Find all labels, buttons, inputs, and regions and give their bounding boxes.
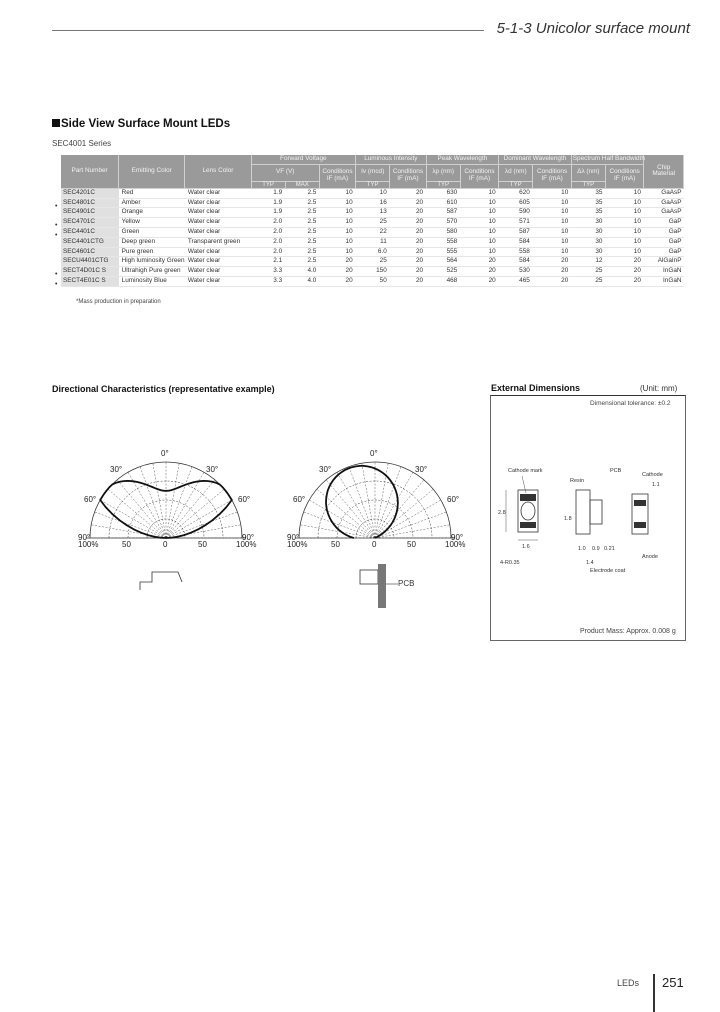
cell-ld-if: 10 — [533, 208, 571, 218]
angle-label: 90° — [242, 533, 255, 542]
cell-color: Deep green — [119, 237, 185, 247]
cell-pn: SEC4401CTG — [61, 237, 119, 247]
table-row — [61, 276, 684, 286]
cell-vf-max: 2.5 — [285, 208, 319, 218]
dimensions-title: External Dimensions — [491, 383, 581, 393]
cell-ld: 620 — [499, 188, 533, 198]
cell-vf-max: 2.5 — [285, 227, 319, 237]
table-row — [61, 188, 684, 198]
cell-vf-typ: 1.9 — [251, 198, 285, 208]
cell-ld-if: 20 — [533, 257, 571, 267]
cell-lens: Water clear — [185, 267, 251, 277]
th-emitting-color: Emitting Color — [119, 155, 185, 188]
cell-iv-if: 20 — [390, 267, 426, 277]
angle-label: 60° — [238, 495, 251, 504]
section-title-text: Side View Surface Mount LEDs — [61, 118, 231, 130]
cell-vf-max: 2.5 — [285, 218, 319, 228]
scale-label: 100% — [236, 540, 257, 549]
angle-label: 90° — [451, 533, 464, 542]
cell-lp-if: 20 — [460, 276, 498, 286]
cell-vf-if: 20 — [319, 257, 355, 267]
cell-pn: SEC4601C — [61, 247, 119, 257]
th-dl-cond: Conditions IF (mA) — [605, 164, 643, 188]
cell-lens: Water clear — [185, 198, 251, 208]
cell-dl-if: 10 — [605, 247, 643, 257]
table-footnote: *Mass production in preparation — [76, 299, 161, 305]
cell-mat: GaAsP — [644, 188, 684, 198]
cell-lens: Transparent green — [185, 237, 251, 247]
th-vf: VF (V) — [251, 164, 319, 181]
cell-dl-if: 10 — [605, 227, 643, 237]
label-pcb: PCB — [610, 468, 622, 474]
dim-label-side-d: 1.4 — [586, 560, 594, 566]
th-ld: λd (nm) — [499, 164, 533, 181]
cell-iv-if: 20 — [390, 198, 426, 208]
dim-label-side-b: 1.0 — [578, 546, 586, 552]
product-mass: Product Mass: Approx. 0.008 g — [580, 628, 676, 635]
angle-label: 0° — [161, 449, 169, 458]
row-mark: • — [55, 202, 58, 210]
cell-ld: 605 — [499, 198, 533, 208]
th-ld-cond: Conditions IF (mA) — [533, 164, 571, 188]
cell-dl: 12 — [571, 257, 605, 267]
cell-ld-if: 20 — [533, 276, 571, 286]
led-rear-cathode — [634, 500, 646, 506]
cell-color: Green — [119, 227, 185, 237]
cell-vf-typ: 2.1 — [251, 257, 285, 267]
led-rear-anode — [634, 522, 646, 528]
page-header-title: 5-1-3 Unicolor surface mount — [496, 20, 690, 37]
polar-grid-spoke — [304, 512, 375, 538]
cell-mat: InGaN — [644, 267, 684, 277]
polar-grid-spoke — [166, 463, 179, 538]
scale-label: 50 — [198, 540, 207, 549]
cell-lp: 558 — [426, 237, 460, 247]
cell-pn: SEC4901C — [61, 208, 119, 218]
th-iv: Iv (mcd) — [356, 164, 390, 181]
cell-dl: 35 — [571, 198, 605, 208]
scale-label: 100% — [78, 540, 99, 549]
cell-color: High luminosity Green — [119, 257, 185, 267]
led-lens-outline — [521, 502, 535, 520]
cell-vf-if: 10 — [319, 198, 355, 208]
scale-label: 0 — [372, 540, 377, 549]
angle-label: 60° — [447, 495, 460, 504]
angle-label: 0° — [370, 449, 378, 458]
cell-color: Pure green — [119, 247, 185, 257]
label-electrode-coat: Electrode coat — [590, 568, 626, 574]
dim-label-side-c: 0.9 — [592, 546, 600, 552]
cell-iv-if: 20 — [390, 257, 426, 267]
cell-ld: 584 — [499, 237, 533, 247]
cell-vf-typ: 2.0 — [251, 227, 285, 237]
cell-ld: 587 — [499, 227, 533, 237]
cell-vf-max: 2.5 — [285, 257, 319, 267]
cell-dl-if: 20 — [605, 267, 643, 277]
dim-label-rear: 1.1 — [652, 482, 660, 488]
led-side-outline — [576, 490, 590, 534]
scale-label: 100% — [445, 540, 466, 549]
cell-lp-if: 20 — [460, 267, 498, 277]
cell-iv: 50 — [356, 276, 390, 286]
th-chip-material: Chip Material — [644, 155, 684, 188]
table-row — [61, 208, 684, 218]
dim-label-height: 2.8 — [498, 510, 506, 516]
polar-grid-spoke — [300, 525, 375, 538]
cell-color: Orange — [119, 208, 185, 218]
cell-vf-typ: 1.9 — [251, 188, 285, 198]
th-spectrum: Spectrum Half Bandwidth — [571, 155, 644, 164]
table-row — [61, 237, 684, 247]
cell-vf-max: 2.5 — [285, 198, 319, 208]
th-typ-dl: TYP — [571, 181, 605, 188]
angle-label: 30° — [415, 465, 428, 474]
cell-vf-typ: 2.0 — [251, 247, 285, 257]
angle-label: 90° — [78, 533, 91, 542]
cell-lens: Water clear — [185, 227, 251, 237]
cell-vf-typ: 2.0 — [251, 237, 285, 247]
polar-grid-spoke — [95, 512, 166, 538]
scale-label: 50 — [122, 540, 131, 549]
cell-vf-typ: 3.3 — [251, 267, 285, 277]
led-cathode-mark — [520, 494, 536, 501]
cell-iv: 16 — [356, 198, 390, 208]
cell-vf-max: 4.0 — [285, 267, 319, 277]
cell-dl: 35 — [571, 208, 605, 218]
cell-dl: 25 — [571, 276, 605, 286]
cell-lp: 555 — [426, 247, 460, 257]
cell-ld-if: 10 — [533, 227, 571, 237]
cell-lp: 570 — [426, 218, 460, 228]
scale-label: 50 — [407, 540, 416, 549]
angle-label: 60° — [293, 495, 306, 504]
cell-pn: SEC4801C — [61, 198, 119, 208]
angle-label: 30° — [319, 465, 332, 474]
th-forward-voltage: Forward Voltage — [251, 155, 356, 164]
angle-label: 90° — [287, 533, 300, 542]
th-lp-cond: Conditions IF (mA) — [460, 164, 498, 188]
cell-lp: 580 — [426, 227, 460, 237]
cell-ld: 584 — [499, 257, 533, 267]
cell-ld: 558 — [499, 247, 533, 257]
cell-iv: 25 — [356, 257, 390, 267]
cell-dl-if: 20 — [605, 257, 643, 267]
cell-vf-if: 10 — [319, 227, 355, 237]
cell-ld: 530 — [499, 267, 533, 277]
dimension-drawing — [492, 460, 684, 585]
row-mark: • — [55, 222, 58, 230]
footer-divider — [653, 974, 655, 1012]
angle-label: 60° — [84, 495, 97, 504]
th-lens-color: Lens Color — [185, 155, 251, 188]
series-label: SEC4001 Series — [52, 139, 112, 148]
cell-dl: 30 — [571, 247, 605, 257]
cell-dl: 30 — [571, 218, 605, 228]
cell-pn: SEC4701C — [61, 218, 119, 228]
polar-grid-spoke — [375, 463, 388, 538]
dim-label-side-a: 1.8 — [564, 516, 572, 522]
cell-dl-if: 20 — [605, 276, 643, 286]
square-bullet-icon — [52, 119, 60, 127]
pcb-label: PCB — [398, 579, 415, 588]
th-typ-ld: TYP — [499, 181, 533, 188]
cell-iv: 11 — [356, 237, 390, 247]
cell-pn: SECT4D01C S — [61, 267, 119, 277]
cell-vf-if: 20 — [319, 267, 355, 277]
label-cathode: Cathode — [642, 472, 663, 478]
cell-dl-if: 10 — [605, 208, 643, 218]
cell-dl-if: 10 — [605, 218, 643, 228]
cell-lp: 587 — [426, 208, 460, 218]
th-vf-cond: Conditions IF (mA) — [319, 164, 355, 188]
cell-vf-if: 10 — [319, 247, 355, 257]
dim-label-radius: 4-R0.35 — [500, 560, 520, 566]
cell-ld-if: 10 — [533, 188, 571, 198]
mounting-icon-left — [138, 566, 188, 597]
cell-color: Luminosity Blue — [119, 276, 185, 286]
cell-ld: 590 — [499, 208, 533, 218]
cell-vf-typ: 2.0 — [251, 218, 285, 228]
dim-label-side-e: 0.21 — [604, 546, 615, 552]
cell-iv: 150 — [356, 267, 390, 277]
cell-pn: SEC4401C — [61, 227, 119, 237]
cell-mat: AlGaInP — [644, 257, 684, 267]
cell-mat: InGaN — [644, 276, 684, 286]
cell-iv: 6.0 — [356, 247, 390, 257]
dimensions-tolerance: Dimensional tolerance: ±0.2 — [590, 400, 671, 407]
row-mark: • — [55, 271, 58, 279]
cell-vf-if: 10 — [319, 218, 355, 228]
table-row — [61, 257, 684, 267]
angle-label: 30° — [110, 465, 123, 474]
cell-lp-if: 10 — [460, 208, 498, 218]
cell-lp-if: 10 — [460, 227, 498, 237]
spec-table — [61, 155, 684, 287]
cell-iv-if: 20 — [390, 247, 426, 257]
th-dominant-wavelength: Dominant Wavelength — [499, 155, 572, 164]
th-iv-cond: Conditions IF (mA) — [390, 164, 426, 188]
th-typ-iv: TYP — [356, 181, 390, 188]
cell-lens: Water clear — [185, 276, 251, 286]
header-rule — [52, 30, 484, 31]
cell-lens: Water clear — [185, 218, 251, 228]
cell-color: Amber — [119, 198, 185, 208]
cell-color: Yellow — [119, 218, 185, 228]
cell-iv-if: 20 — [390, 188, 426, 198]
th-lp: λp (nm) — [426, 164, 460, 181]
cell-lp-if: 10 — [460, 198, 498, 208]
cell-lens: Water clear — [185, 257, 251, 267]
cell-iv: 22 — [356, 227, 390, 237]
cell-mat: GaP — [644, 227, 684, 237]
cell-lp: 610 — [426, 198, 460, 208]
cell-ld-if: 20 — [533, 267, 571, 277]
cell-ld-if: 10 — [533, 198, 571, 208]
page-number: 251 — [662, 975, 684, 990]
table-row — [61, 218, 684, 228]
table-row — [61, 198, 684, 208]
cell-pn: SEC4201C — [61, 188, 119, 198]
cell-mat: GaP — [644, 218, 684, 228]
cell-lp-if: 20 — [460, 257, 498, 267]
cell-iv-if: 20 — [390, 237, 426, 247]
table-row — [61, 267, 684, 277]
cell-lens: Water clear — [185, 247, 251, 257]
cell-dl: 30 — [571, 227, 605, 237]
scale-label: 0 — [163, 540, 168, 549]
angle-label: 30° — [206, 465, 219, 474]
scale-label: 100% — [287, 540, 308, 549]
cell-mat: GaAsP — [644, 198, 684, 208]
cell-lp: 525 — [426, 267, 460, 277]
th-part-number: Part Number — [61, 155, 119, 188]
cell-vf-if: 10 — [319, 208, 355, 218]
cell-dl-if: 10 — [605, 198, 643, 208]
cell-vf-if: 20 — [319, 276, 355, 286]
cell-vf-if: 10 — [319, 237, 355, 247]
cell-iv-if: 20 — [390, 276, 426, 286]
cell-vf-typ: 3.3 — [251, 276, 285, 286]
cell-iv: 25 — [356, 218, 390, 228]
label-cathode-mark: Cathode mark — [508, 468, 543, 474]
th-max: MAX — [285, 181, 319, 188]
cell-iv: 10 — [356, 188, 390, 198]
cell-vf-max: 2.5 — [285, 188, 319, 198]
cell-ld: 571 — [499, 218, 533, 228]
cell-vf-max: 4.0 — [285, 276, 319, 286]
cell-color: Ultrahigh Pure green — [119, 267, 185, 277]
cell-vf-max: 2.5 — [285, 237, 319, 247]
cell-pn: SECT4E01C S — [61, 276, 119, 286]
cell-mat: GaP — [644, 247, 684, 257]
cell-iv-if: 20 — [390, 227, 426, 237]
footer-section: LEDs — [617, 978, 640, 988]
cell-ld: 465 — [499, 276, 533, 286]
cell-dl: 30 — [571, 237, 605, 247]
label-anode: Anode — [642, 554, 658, 560]
label-resin: Resin — [570, 478, 585, 484]
cell-vf-max: 2.5 — [285, 247, 319, 257]
cell-color: Red — [119, 188, 185, 198]
dimensions-unit: (Unit: mm) — [640, 384, 678, 393]
cell-lp-if: 10 — [460, 218, 498, 228]
led-electrode — [520, 522, 536, 528]
cell-mat: GaAsP — [644, 208, 684, 218]
directional-title: Directional Characteristics (representative example) — [52, 384, 275, 394]
cell-lp-if: 10 — [460, 247, 498, 257]
cell-vf-if: 10 — [319, 188, 355, 198]
row-mark: • — [55, 232, 58, 240]
dim-label-width: 1.6 — [522, 544, 530, 550]
th-dl: Δλ (nm) — [571, 164, 605, 181]
cell-lp-if: 10 — [460, 188, 498, 198]
cell-lp: 630 — [426, 188, 460, 198]
cell-dl: 35 — [571, 188, 605, 198]
row-mark: • — [55, 281, 58, 289]
cell-lp: 564 — [426, 257, 460, 267]
cell-ld-if: 10 — [533, 237, 571, 247]
cell-pn: SECU4401CTG — [61, 257, 119, 267]
section-title — [52, 118, 230, 130]
th-typ: TYP — [251, 181, 285, 188]
led-side-body — [590, 500, 602, 524]
th-peak-wavelength: Peak Wavelength — [426, 155, 499, 164]
cell-dl-if: 10 — [605, 188, 643, 198]
table-row — [61, 227, 684, 237]
cell-vf-typ: 1.9 — [251, 208, 285, 218]
cell-ld-if: 10 — [533, 247, 571, 257]
scale-label: 50 — [331, 540, 340, 549]
cell-iv: 13 — [356, 208, 390, 218]
cell-iv-if: 20 — [390, 208, 426, 218]
cell-lp-if: 10 — [460, 237, 498, 247]
cell-iv-if: 20 — [390, 218, 426, 228]
cell-mat: GaP — [644, 237, 684, 247]
mounting-icon-right — [356, 562, 426, 613]
cell-lp: 468 — [426, 276, 460, 286]
th-luminous-intensity: Luminous Intensity — [356, 155, 426, 164]
cell-ld-if: 10 — [533, 218, 571, 228]
cell-dl-if: 10 — [605, 237, 643, 247]
polar-grid-arc — [147, 519, 185, 538]
th-typ-lp: TYP — [426, 181, 460, 188]
cell-lens: Water clear — [185, 208, 251, 218]
polar-grid-spoke — [166, 467, 192, 538]
table-row — [61, 247, 684, 257]
cell-lens: Water clear — [185, 188, 251, 198]
cell-dl: 25 — [571, 267, 605, 277]
leader-cathode-mark — [522, 476, 526, 493]
